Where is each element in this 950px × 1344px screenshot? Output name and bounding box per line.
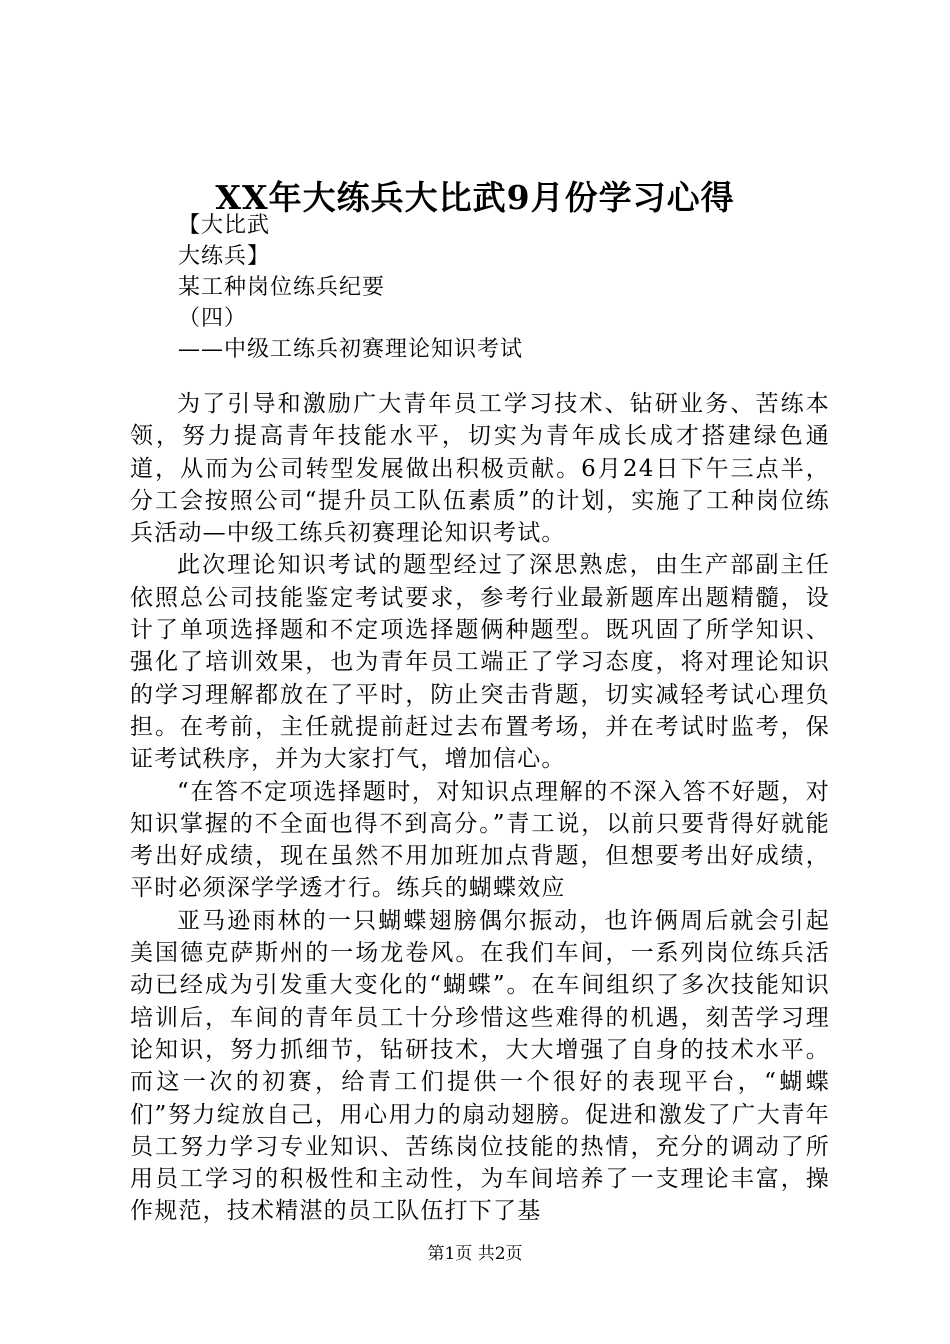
subheading-line: ——中级工练兵初赛理论知识考试 bbox=[178, 337, 524, 362]
body-text bbox=[130, 388, 830, 1228]
body-paragraph: 为了引导和激励广大青年员工学习技术、钻研业务、苦练本领，努力提高青年技能水平，切实为青年成长成才搭建绿色通道，从而为公司转型发展做出积极贡献。6月24日下午三点半，分工会按照公司“提升员工队伍素质”的计划，实施了工种岗位练兵活动—中级工练兵初赛理论知识考试。 bbox=[130, 391, 830, 547]
body-paragraph: 亚马逊雨林的一只蝴蝶翅膀偶尔振动，也许俩周后就会引起美国德克萨斯州的一场龙卷风。在我们车间，一系列岗位练兵活动已经成为引发重大变化的“蝴蝶”。在车间组织了多次技能知识培训后，车间的青年员工十分珍惜这些难得的机遇，刻苦学习理论知识，努力抓细节，钻研技术，大大增强了自身的技术水平。而这一次的初赛，给青工们提供一个很好的表现平台，“蝴蝶们”努力绽放自己，用心用力的扇动翅膀。促进和激发了广大青年员工努力学习专业知识、苦练岗位技能的热情，充分的调动了所用员工学习的积极性和主动性，为车间培养了一支理论丰富，操作规范，技术精湛的员工队伍打下了基 bbox=[130, 907, 830, 1225]
subheading-block bbox=[178, 210, 878, 365]
subheading-line: （四） bbox=[178, 306, 248, 331]
subheading-line: 【大比武 bbox=[178, 213, 271, 238]
subheading-line: 某工种岗位练兵纪要 bbox=[178, 275, 386, 300]
page-number: 第1页 共2页 bbox=[427, 1244, 523, 1264]
body-paragraph: 此次理论知识考试的题型经过了深思熟虑，由生产部副主任依照总公司技能鉴定考试要求，参考行业最新题库出题精髓，设计了单项选择题和不定项选择题俩种题型。既巩固了所学知识、强化了培训效果，也为青年员工端正了学习态度，将对理论知识的学习理解都放在了平时，防止突击背题，切实减轻考试心理负担。在考前，主任就提前赶过去布置考场，并在考试时监考，保证考试秩序，并为大家打气，增加信心。 bbox=[130, 552, 830, 773]
body-paragraph: “在答不定项选择题时，对知识点理解的不深入答不好题，对知识掌握的不全面也得不到高分。”青工说，以前只要背得好就能考出好成绩，现在虽然不用加班加点背题，但想要考出好成绩，平时必须深学学透才行。练兵的蝴蝶效应 bbox=[130, 778, 830, 902]
subheading-line: 大练兵】 bbox=[178, 244, 271, 269]
document-title: XX年大练兵大比武9月份学习心得 bbox=[215, 178, 735, 217]
